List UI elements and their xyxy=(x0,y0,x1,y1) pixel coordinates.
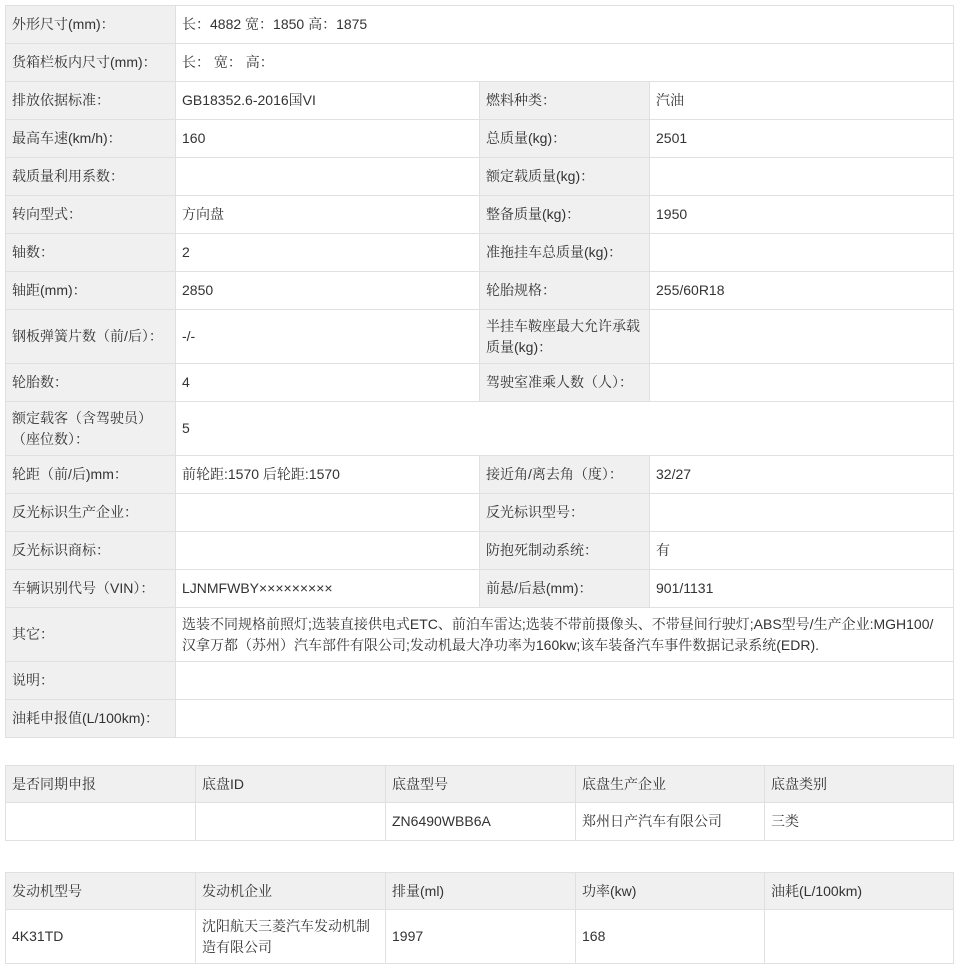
param-label: 燃料种类： xyxy=(480,82,650,120)
param-label: 说明： xyxy=(6,662,176,700)
param-label: 驾驶室准乘人数（人）： xyxy=(480,364,650,402)
param-label: 载质量利用系数： xyxy=(6,158,176,196)
param-value: 32/27 xyxy=(650,456,954,494)
param-value xyxy=(176,494,480,532)
vehicle-parameters-table xyxy=(5,5,954,738)
table-header-row xyxy=(6,873,954,910)
table-row xyxy=(6,910,954,964)
param-label: 轴距(mm)： xyxy=(6,272,176,310)
table-cell xyxy=(765,910,954,964)
param-row-fuel-consumption xyxy=(6,700,954,738)
table-cell: 4K31TD xyxy=(6,910,196,964)
column-header: 发动机型号 xyxy=(6,873,196,910)
table-cell xyxy=(6,803,196,841)
table-cell: 168 xyxy=(576,910,765,964)
param-value: LJNMFWBY××××××××× xyxy=(176,570,480,608)
table-cell: 三类 xyxy=(765,803,954,841)
param-label: 半挂车鞍座最大允许承载质量(kg)： xyxy=(480,310,650,364)
param-label: 防抱死制动系统： xyxy=(480,532,650,570)
column-header: 底盘生产企业 xyxy=(576,766,765,803)
param-row-reflector-brand xyxy=(6,532,954,570)
engine-table xyxy=(5,872,954,964)
table-cell: 沈阳航天三菱汽车发动机制造有限公司 xyxy=(196,910,386,964)
column-header: 底盘类别 xyxy=(765,766,954,803)
column-header: 底盘型号 xyxy=(386,766,576,803)
param-label: 整备质量(kg)： xyxy=(480,196,650,234)
column-header: 发动机企业 xyxy=(196,873,386,910)
param-label: 反光标识商标： xyxy=(6,532,176,570)
param-row-axles xyxy=(6,234,954,272)
param-value xyxy=(176,662,954,700)
column-header: 底盘ID xyxy=(196,766,386,803)
param-label: 转向型式： xyxy=(6,196,176,234)
param-row-reflector-maker xyxy=(6,494,954,532)
param-label: 轮距（前/后)mm： xyxy=(6,456,176,494)
column-header: 油耗(L/100km) xyxy=(765,873,954,910)
param-row-notes xyxy=(6,662,954,700)
param-value: 4 xyxy=(176,364,480,402)
param-value: 160 xyxy=(176,120,480,158)
param-value: 5 xyxy=(176,402,954,456)
param-label: 油耗申报值(L/100km)： xyxy=(6,700,176,738)
column-header: 排量(ml) xyxy=(386,873,576,910)
param-row-speed xyxy=(6,120,954,158)
table-cell xyxy=(196,803,386,841)
param-value xyxy=(650,310,954,364)
param-label: 轮胎规格： xyxy=(480,272,650,310)
param-row-vin xyxy=(6,570,954,608)
param-value xyxy=(650,494,954,532)
param-value: 2501 xyxy=(650,120,954,158)
param-label: 反光标识型号： xyxy=(480,494,650,532)
param-value: 选装不同规格前照灯;选装直接供电式ETC、前泊车雷达;选装不带前摄像头、不带昼间行驶灯;ABS型号/生产企业:MGH100/汉拿万都（苏州）汽车部件有限公司;发动机最大净功率为160kw;该车装备汽车事件数据记录系统(EDR). xyxy=(176,608,954,662)
column-header: 功率(kw) xyxy=(576,873,765,910)
param-label: 排放依据标准： xyxy=(6,82,176,120)
param-label: 总质量(kg)： xyxy=(480,120,650,158)
param-value: GB18352.6-2016国VI xyxy=(176,82,480,120)
param-label: 外形尺寸(mm)： xyxy=(6,6,176,44)
param-label: 前悬/后悬(mm)： xyxy=(480,570,650,608)
param-row-springs xyxy=(6,310,954,364)
param-label: 车辆识别代号（VIN）： xyxy=(6,570,176,608)
param-value: 1950 xyxy=(650,196,954,234)
param-label: 货箱栏板内尺寸(mm)： xyxy=(6,44,176,82)
param-label: 轮胎数： xyxy=(6,364,176,402)
param-label: 最高车速(km/h)： xyxy=(6,120,176,158)
param-value: 255/60R18 xyxy=(650,272,954,310)
param-row-cargo-box xyxy=(6,44,954,82)
param-label: 接近角/离去角（度）： xyxy=(480,456,650,494)
table-row xyxy=(6,803,954,841)
param-row-steering xyxy=(6,196,954,234)
param-row-track xyxy=(6,456,954,494)
param-value: 有 xyxy=(650,532,954,570)
param-row-wheelbase xyxy=(6,272,954,310)
table-cell: 郑州日产汽车有限公司 xyxy=(576,803,765,841)
param-value: 汽油 xyxy=(650,82,954,120)
param-value: 2850 xyxy=(176,272,480,310)
param-value: 长： 宽： 高： xyxy=(176,44,954,82)
param-label: 额定载质量(kg)： xyxy=(480,158,650,196)
column-header: 是否同期申报 xyxy=(6,766,196,803)
param-row-tires xyxy=(6,364,954,402)
param-value: 901/1131 xyxy=(650,570,954,608)
table-header-row xyxy=(6,766,954,803)
param-value xyxy=(650,364,954,402)
param-row-load-factor xyxy=(6,158,954,196)
param-value: -/- xyxy=(176,310,480,364)
table-cell: ZN6490WBB6A xyxy=(386,803,576,841)
param-row-dimensions xyxy=(6,6,954,44)
param-value: 长：4882 宽：1850 高：1875 xyxy=(176,6,954,44)
param-row-emission xyxy=(6,82,954,120)
param-value xyxy=(176,700,954,738)
param-label: 其它： xyxy=(6,608,176,662)
param-value: 前轮距:1570 后轮距:1570 xyxy=(176,456,480,494)
param-row-other xyxy=(6,608,954,662)
param-value xyxy=(650,234,954,272)
param-row-seats xyxy=(6,402,954,456)
param-value xyxy=(650,158,954,196)
param-value xyxy=(176,532,480,570)
param-label: 反光标识生产企业： xyxy=(6,494,176,532)
table-cell: 1997 xyxy=(386,910,576,964)
param-label: 准拖挂车总质量(kg)： xyxy=(480,234,650,272)
param-label: 钢板弹簧片数（前/后）： xyxy=(6,310,176,364)
param-value: 方向盘 xyxy=(176,196,480,234)
chassis-table xyxy=(5,765,954,841)
param-label: 额定载客（含驾驶员）（座位数）： xyxy=(6,402,176,456)
param-value: 2 xyxy=(176,234,480,272)
param-label: 轴数： xyxy=(6,234,176,272)
param-value xyxy=(176,158,480,196)
